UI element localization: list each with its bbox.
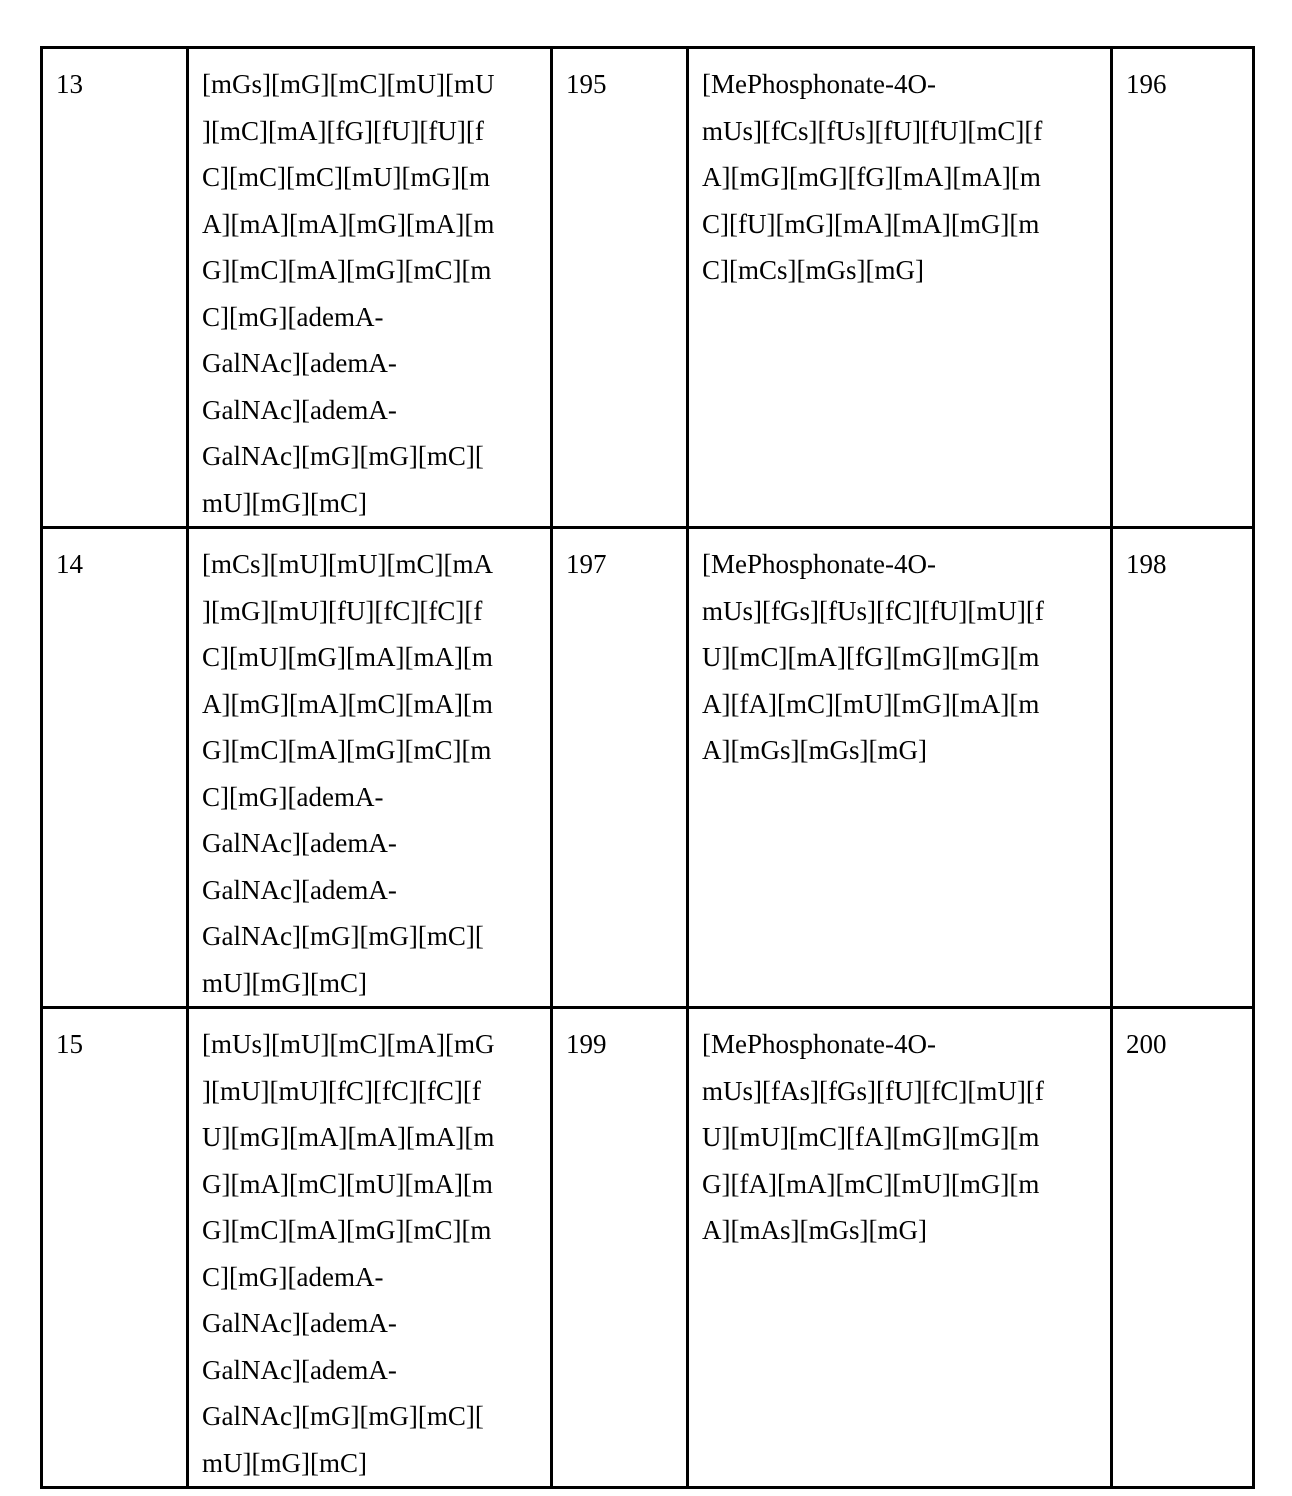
sense-seq-line: C][mC][mC][mU][mG][m	[202, 162, 490, 192]
document-page	[40, 46, 1255, 1489]
sense-seq-line: G][mC][mA][mG][mC][m	[202, 1215, 492, 1245]
antisense-seq-line: A][mGs][mGs][mG]	[702, 735, 927, 765]
antisense-seq-line: mUs][fCs][fUs][fU][fU][mC][f	[702, 115, 1043, 146]
sense-seq-line: GalNAc][mG][mG][mC][	[202, 441, 484, 471]
sense-seq-id: 199	[566, 1029, 607, 1059]
sense-seq-line: ][mG][mU][fU][fC][fC][f	[202, 595, 483, 626]
sense-seq-line: GalNAc][ademA-	[202, 828, 397, 858]
duplex-id-cell	[42, 48, 188, 528]
sense-seq-id-cell	[552, 528, 688, 1008]
antisense-sequence-cell	[688, 48, 1112, 528]
sense-seq-line: G][mC][mA][mG][mC][m	[202, 735, 492, 765]
table-row	[42, 528, 1254, 1008]
antisense-seq-line: mUs][fGs][fUs][fC][fU][mU][f	[702, 595, 1044, 626]
duplex-id: 15	[56, 1029, 83, 1059]
antisense-seq-id-cell	[1112, 1008, 1254, 1488]
duplex-id-cell	[42, 528, 188, 1008]
sense-seq-id-cell	[552, 1008, 688, 1488]
antisense-sequence-cell	[688, 528, 1112, 1008]
sense-seq-line: ][mU][mU][fC][fC][fC][f	[202, 1075, 481, 1106]
sense-seq-line: GalNAc][ademA-	[202, 874, 397, 905]
antisense-seq-id: 198	[1126, 549, 1167, 579]
duplex-id: 13	[56, 69, 83, 99]
antisense-seq-line: A][mAs][mGs][mG]	[702, 1215, 927, 1245]
table-row	[42, 1008, 1254, 1488]
sense-seq-line: C][mU][mG][mA][mA][m	[202, 642, 493, 672]
sense-sequence-cell	[188, 528, 552, 1008]
sense-seq-line: G][mA][mC][mU][mA][m	[202, 1168, 493, 1199]
antisense-seq-id-cell	[1112, 528, 1254, 1008]
sense-seq-line: ][mC][mA][fG][fU][fU][f	[202, 115, 484, 146]
antisense-seq-line: A][mG][mG][fG][mA][mA][m	[702, 162, 1041, 192]
sense-seq-id: 197	[566, 549, 607, 579]
sense-sequence-cell	[188, 1008, 552, 1488]
antisense-seq-line: G][fA][mA][mC][mU][mG][m	[702, 1168, 1040, 1199]
sense-seq-line: GalNAc][ademA-	[202, 1354, 397, 1385]
sense-seq-line: C][mG][ademA-	[202, 301, 384, 332]
sense-seq-line: [mCs][mU][mU][mC][mA	[202, 549, 493, 579]
antisense-seq-line: U][mC][mA][fG][mG][mG][m	[702, 642, 1040, 672]
sense-seq-id-cell	[552, 48, 688, 528]
sense-seq-line: GalNAc][ademA-	[202, 348, 397, 378]
sense-seq-line: GalNAc][mG][mG][mC][	[202, 1401, 484, 1431]
sense-seq-line: [mUs][mU][mC][mA][mG	[202, 1029, 495, 1059]
oligonucleotide-sequence-table	[40, 46, 1255, 1489]
antisense-seq-id-cell	[1112, 48, 1254, 528]
duplex-id-cell	[42, 1008, 188, 1488]
sense-seq-line: mU][mG][mC]	[202, 487, 367, 518]
antisense-seq-id: 200	[1126, 1029, 1167, 1059]
antisense-sequence-cell	[688, 1008, 1112, 1488]
sense-seq-line: C][mG][ademA-	[202, 781, 384, 812]
antisense-seq-line: C][mCs][mGs][mG]	[702, 255, 924, 285]
antisense-seq-line: A][fA][mC][mU][mG][mA][m	[702, 688, 1040, 719]
table-row	[42, 48, 1254, 528]
antisense-seq-line: U][mU][mC][fA][mG][mG][m	[702, 1122, 1040, 1152]
sense-sequence-cell	[188, 48, 552, 528]
sense-seq-line: GalNAc][mG][mG][mC][	[202, 921, 484, 951]
antisense-seq-line: [MePhosphonate-4O-	[702, 1029, 936, 1059]
antisense-seq-line: mUs][fAs][fGs][fU][fC][mU][f	[702, 1075, 1044, 1106]
antisense-seq-line: [MePhosphonate-4O-	[702, 549, 936, 579]
sense-seq-line: GalNAc][ademA-	[202, 1308, 397, 1338]
sense-seq-line: GalNAc][ademA-	[202, 394, 397, 425]
sense-seq-line: [mGs][mG][mC][mU][mU	[202, 69, 495, 99]
sense-seq-line: A][mA][mA][mG][mA][m	[202, 208, 495, 239]
sense-seq-line: G][mC][mA][mG][mC][m	[202, 255, 492, 285]
antisense-seq-line: C][fU][mG][mA][mA][mG][m	[702, 208, 1040, 239]
antisense-seq-line: [MePhosphonate-4O-	[702, 69, 936, 99]
antisense-seq-id: 196	[1126, 69, 1167, 99]
sense-seq-line: mU][mG][mC]	[202, 1447, 367, 1478]
sense-seq-id: 195	[566, 69, 607, 99]
sense-seq-line: U][mG][mA][mA][mA][m	[202, 1122, 495, 1152]
sense-seq-line: C][mG][ademA-	[202, 1261, 384, 1292]
duplex-id: 14	[56, 549, 83, 579]
sense-seq-line: mU][mG][mC]	[202, 967, 367, 998]
sense-seq-line: A][mG][mA][mC][mA][m	[202, 688, 493, 719]
